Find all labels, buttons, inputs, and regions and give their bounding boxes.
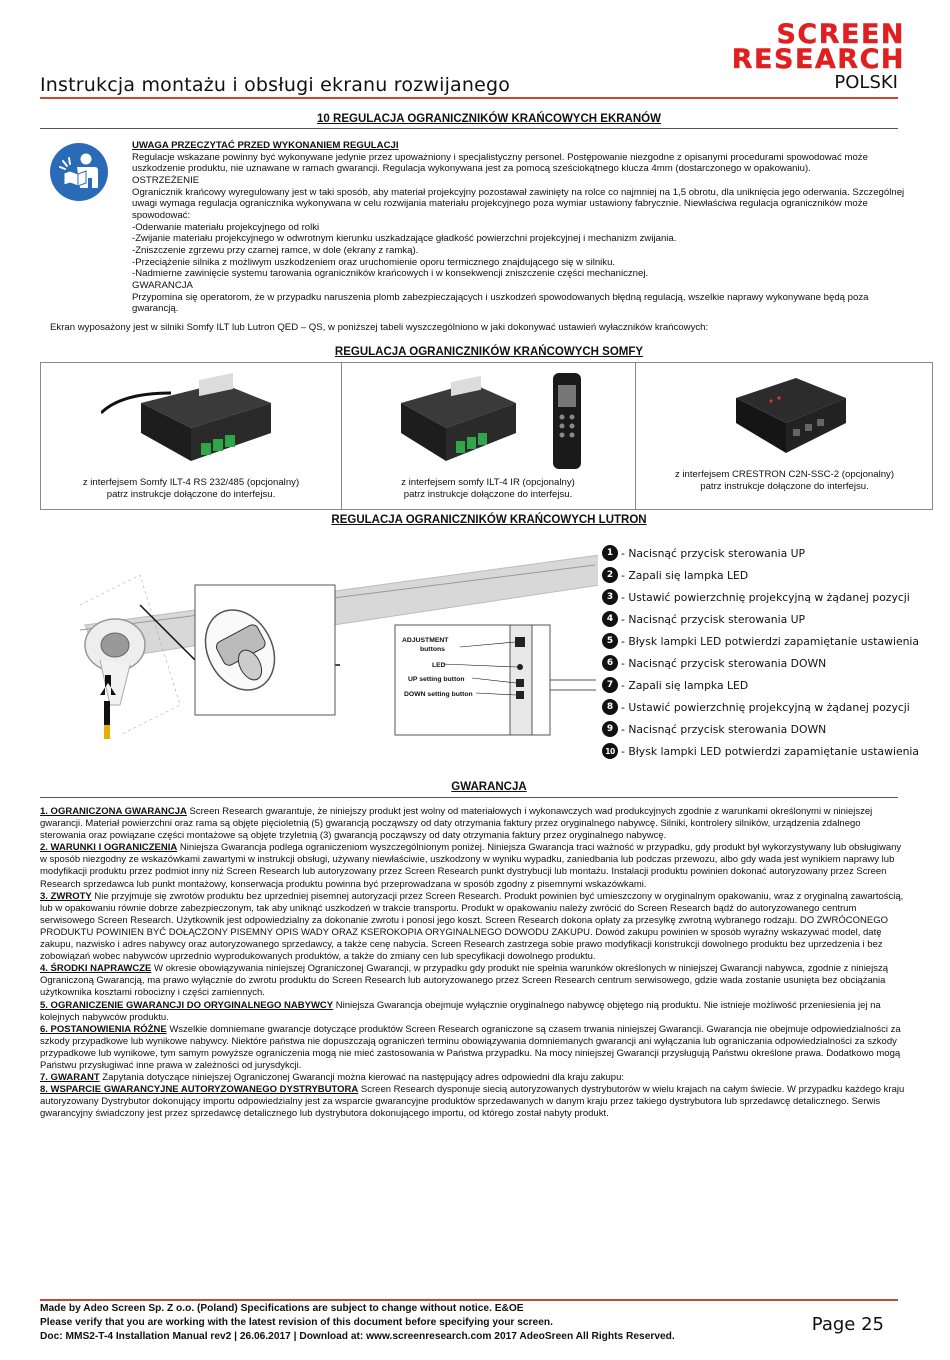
caption-line: patrz instrukcje dołączone do interfejsu. bbox=[700, 481, 869, 492]
section-divider bbox=[40, 128, 898, 129]
somfy-rs232-interface-image bbox=[101, 373, 281, 473]
paragraph-body: Screen Research gwarantuje, że niniejszy produkt jest wolny od materiałowych i wykonawczych wad produkcyjnych zgodnie z warunkami określonymi w niniejszej gwarancji. Materiał powierzchni oraz rama są objęte pięcioletnią (5) gwarancją począwszy od daty otrzymania faktury przez oryginalnego nabywcę. Silniki, kontrolery silników, urządzenia zdalnego sterowania oraz powiązane części montażowe są objęte trzyletnią (3) gwarancją począwszy od daty otrzymania faktury przez oryginalnego nabywcę. bbox=[40, 806, 873, 842]
step-text: - Nacisnąć przycisk sterowania UP bbox=[621, 546, 806, 560]
paragraph-body: Screen Research dysponuje siecią autoryzowanych dystrybutorów w wielu krajach na całym świecie. W przypadku każdego kraju autoryzowany Dystrybutor dokonujący importu odpowiedzialny jest za wsparcie gwarancyjne produktów sprzedawanych w danym kraju przez takiego dystrybutora lub sprzedawcę detalicznego. Serwis gwarancyjny świadczony jest przez sprzedawcę detalicznego lub dystrybutora dokonującego importu, od którego został nabyty produkt. bbox=[40, 1084, 905, 1120]
guarantee-title: GWARANCJA bbox=[451, 781, 527, 793]
footer-divider bbox=[40, 1299, 898, 1301]
somfy-item-caption bbox=[635, 469, 934, 493]
step-text: - Nacisnąć przycisk sterowania DOWN bbox=[621, 656, 827, 670]
paragraph-heading: 7. GWARANT bbox=[40, 1072, 100, 1084]
intro-text: Ekran wyposażony jest w silniki Somfy ILT lub Lutron QED – QS, w poniższej tabeli wyszczególniono w jaki dokonywać ustawień wyłaczników krańcowych: bbox=[50, 322, 709, 333]
somfy-item-caption bbox=[341, 477, 635, 501]
paragraph-body: W okresie obowiązywania niniejszej Ograniczonej Gwarancji, w przypadku gdy produkt nie spełnia warunków określonych w niniejszej Gwarancji nabywca, zgodnie z niniejszą Ograniczoną Gwarancją, ma prawo wyłącznie do zwrotu produktu do Screen Research lub autoryzowanego przez Screen Research centrum serwisowego, gdzie wada zostanie usunięta bez obciążania użytkownika kosztami robocizny i części zamiennych. bbox=[40, 963, 888, 999]
caption-line: z interfejsem CRESTRON C2N-SSC-2 (opcjonalny) bbox=[674, 469, 895, 480]
brand-line-2: RESEARCH bbox=[731, 44, 905, 75]
guarantee-paragraph bbox=[40, 963, 908, 999]
lutron-step bbox=[602, 653, 826, 673]
caption-line: patrz instrukcje dołączone do interfejsu. bbox=[106, 489, 276, 500]
section-title: 10 REGULACJA OGRANICZNIKÓW KRAŃCOWYCH EKRANÓW bbox=[317, 113, 661, 125]
crestron-interface-image bbox=[731, 373, 851, 463]
lutron-step bbox=[602, 631, 919, 651]
step-text: - Zapali się lampka LED bbox=[621, 568, 749, 582]
paragraph-heading: 1. OGRANICZONA GWARANCJA bbox=[40, 806, 187, 817]
label-down: DOWN setting button bbox=[404, 691, 473, 698]
step-number: 2 bbox=[602, 567, 618, 583]
lutron-step bbox=[602, 719, 826, 739]
page-title: Instrukcja montażu i obsługi ekranu rozwijanego bbox=[40, 74, 511, 96]
paragraph-heading: 8. WSPARCIE GWARANCYJNE AUTORYZOWANEGO DYSTRYBUTORA bbox=[40, 1084, 359, 1096]
guarantee-paragraph bbox=[40, 891, 908, 964]
footer-line: Doc: MMS2-T-4 Installation Manual rev2 | 26.06.2017 | Download at: www.screenresearch.com 2017 AdeoSreen All Rights Reserved. bbox=[40, 1331, 675, 1342]
caption-line: patrz instrukcje dołączone do interfejsu. bbox=[403, 489, 573, 500]
step-number: 4 bbox=[602, 611, 618, 627]
lutron-step bbox=[602, 587, 910, 607]
footer bbox=[40, 1302, 675, 1344]
step-number: 1 bbox=[602, 545, 618, 561]
guarantee-paragraph bbox=[40, 806, 908, 842]
step-number: 7 bbox=[602, 677, 618, 693]
warning-line: -Przeciążenie silnika z możliwym uszkodzeniem oraz uruchomienie oporu termicznego znajdującego się w silniku. bbox=[132, 256, 616, 268]
brand-line-1: SCREEN bbox=[776, 19, 905, 50]
label-up: UP setting button bbox=[408, 676, 465, 683]
page-number: Page 25 bbox=[811, 1314, 884, 1335]
footer-line: Please verify that you are working with the latest revision of this document before specifying your screen. bbox=[40, 1317, 553, 1328]
step-text: - Zapali się lampka LED bbox=[621, 678, 749, 692]
warning-line: Regulacje wskazane powinny być wykonywane jedynie przez upoważniony i specjalistyczny personel. Postępowanie niezgodne z opisanymi procedurami spowodować może uszkodzenie produktu, nie uznawane w ramach gwarancji. Regulacja wykonywana jest za pomocą sześciokątnego klucza 4mm (dostarczonego w opakowaniu). bbox=[132, 151, 868, 175]
header-divider bbox=[40, 97, 898, 99]
warning-line: OSTRZEŻENIE bbox=[132, 174, 200, 186]
lutron-title: REGULACJA OGRANICZNIKÓW KRAŃCOWYCH LUTRON bbox=[331, 514, 647, 526]
label-led: LED bbox=[432, 662, 446, 669]
lutron-step bbox=[602, 741, 919, 761]
paragraph-body: Nie przyjmuje się zwrotów produktu bez uprzedniej pisemnej autoryzacji przez Screen Research. Produkt powinien być umieszczony w oryginalnym opakowaniu, wraz z oryginalną zawartością, lub w opakowaniu równie dobrze zabezpieczonym, tak aby uniknąć uszkodzeń w trakcie transportu. Produkt w opakowaniu należy zwrócić do Screen Research bądź do autoryzowanego centrum serwisowego Screen Research. Użytkownik jest odpowiedzialny za dokonanie zwrotu i ponosi jego koszt. Screen Research dokona opłaty za przesyłkę zwrotną wybranego rodzaju. DO ZWRÓCONEGO PRODUKTU POWINIEN BYĆ DOŁĄCZONY PISEMNY OPIS WADY ORAZ KSEROKOPIA ORYGINALNEGO DOWODU ZAKUPU. Dowód zakupu powinien w sposób wyraźny wskazywać model, datę zakupu, nazwisko i adres nabywcy oraz autoryzowanego sprzedawcy, a także cenę nabycia. Screen Research zastrzega sobie prawo modyfikacji konstrukcji dowolnego produktu bez uprzedzenia i bez zobowiązań wobec nabywców uprzednio wyprodukowanych produktów, a także do zmiany cen lub specyfikacji dowolnego produktu. bbox=[40, 890, 904, 963]
brand-logo bbox=[700, 19, 905, 76]
somfy-title: REGULACJA OGRANICZNIKÓW KRAŃCOWYCH SOMFY bbox=[334, 346, 644, 358]
paragraph-body: Niniejsza Gwarancja podlega ograniczeniom wyszczególnionym poniżej. Niniejsza Gwarancja traci ważność w przypadku, gdy produkt był wykorzystywany lub obsługiwany w sposób niezgodny ze wskazówkami zawartymi w instrukcji obsługi, używany niewłaściwie, uszkodzony w wyniku wypadku, zaniedbania lub podczas przewozu, albo gdy wada jest wynikiem naprawy lub modyfikacji produktu przez podmiot inny niż Screen Research lub autoryzowany przez Screen Research punkt dystrybucji lub montażu. Instalacji produktu powinien dokonać autoryzowany przez Screen Research sprzedawca lub punkt montażowy, konserwacja produktu powinna być przeprowadzana w sposób zgodny z pisemnymi wskazówkami. bbox=[40, 842, 902, 890]
warning-line: Przypomina się operatorom, że w przypadku naruszenia plomb zabezpieczających i uszkodzeń spowodowanych błędną regulacją, wszelkie naprawy wykonywane będą poza gwarancją. bbox=[132, 291, 869, 315]
step-number: 6 bbox=[602, 655, 618, 671]
caption-line: z interfejsem somfy ILT-4 IR (opcjonalny) bbox=[401, 477, 575, 488]
region-label: POLSKI bbox=[834, 72, 898, 93]
step-number: 9 bbox=[602, 721, 618, 737]
lutron-step bbox=[602, 565, 748, 585]
guarantee-paragraph bbox=[40, 842, 908, 890]
lutron-step bbox=[602, 543, 805, 563]
warning-block bbox=[132, 140, 910, 315]
warning-line: -Nadmierne zawinięcie systemu tarowania ograniczników krańcowych i w konsekwencji zniszczenie części mechanicznej. bbox=[132, 268, 649, 280]
manual-reading-icon bbox=[50, 143, 108, 201]
lutron-step bbox=[602, 697, 910, 717]
lutron-motor-diagram bbox=[40, 545, 598, 745]
guarantee-paragraph bbox=[40, 1084, 908, 1120]
paragraph-heading: 3. ZWROTY bbox=[40, 890, 92, 902]
remote-control-image bbox=[549, 371, 585, 471]
label-buttons: buttons bbox=[420, 646, 445, 653]
step-number: 3 bbox=[602, 589, 618, 605]
step-number: 8 bbox=[602, 699, 618, 715]
paragraph-heading: 6. POSTANOWIENIA RÓŻNE bbox=[40, 1023, 167, 1035]
step-text: - Błysk lampki LED potwierdzi zapamiętanie ustawienia bbox=[621, 744, 920, 758]
somfy-ir-interface-image bbox=[381, 373, 531, 473]
warning-line: -Oderwanie materiału projekcyjnego od rolki bbox=[132, 221, 320, 233]
guarantee-paragraph bbox=[40, 1072, 908, 1084]
step-text: - Ustawić powierzchnię projekcyjną w żądanej pozycji bbox=[621, 700, 910, 714]
somfy-item-caption bbox=[41, 477, 341, 501]
paragraph-body: Wszelkie domniemane gwarancje dotyczące produktów Screen Research ograniczone są czasem trwania niniejszej Gwarancji. Gwarancja nie obejmuje odpowiedzialności za szkody przypadkowe lub wynikowe nabywcy. Niektóre państwa nie dopuszczają ograniczeń terminu obowiązywania domniemanych gwarancji ani wyłączania lub ograniczania odpowiedzialności za szkody przypadkowe lub wynikowe, tym samym powyższe ograniczenia mogą nie mieć zastosowania w Państwa przypadku. Na mocy niniejszej Gwarancji przysługują Państwu określone prawa. Dodatkowo mogą Państwu przysługiwać inne prawa w zależności od jurysdykcji. bbox=[40, 1023, 901, 1071]
warning-heading: UWAGA PRZECZYTAĆ PRZED WYKONANIEM REGULACJI bbox=[132, 140, 399, 151]
guarantee-divider bbox=[40, 797, 898, 798]
somfy-table bbox=[40, 362, 933, 510]
paragraph-body: Niniejsza Gwarancja obejmuje wyłącznie oryginalnego nabywcę objętego nią produktu. Nie istnieje możliwość przeniesienia jej na kolejnych nabywców produktu. bbox=[40, 999, 881, 1023]
guarantee-paragraph bbox=[40, 1000, 908, 1024]
paragraph-heading: 5. OGRANICZENIE GWARANCJI DO ORYGINALNEGO NABYWCY bbox=[40, 999, 334, 1011]
footer-line: Made by Adeo Screen Sp. Z o.o. (Poland) Specifications are subject to change without notice. E&OE bbox=[40, 1303, 524, 1314]
paragraph-heading: 2. WARUNKI I OGRANICZENIA bbox=[40, 842, 178, 854]
caption-line: z interfejsem Somfy ILT-4 RS 232/485 (opcjonalny) bbox=[82, 477, 300, 488]
warning-line: Ogranicznik krańcowy wyregulowany jest w taki sposób, aby materiał projekcyjny pozostawał zawinięty na rolce co najmniej na 1,5 obrotu, dla uniknięcia jego oderwania. Szczególnej uwagi wymaga regulacja ogranicznika wykonywana w celu rozwijania materiału projekcyjnego poza wymiar ustawiony fabrycznie. Niewłaściwa regulacja ograniczników może spowodować: bbox=[132, 186, 905, 221]
step-number: 5 bbox=[602, 633, 618, 649]
guarantee-text bbox=[40, 806, 908, 1120]
step-number: 10 bbox=[602, 743, 618, 759]
guarantee-paragraph bbox=[40, 1024, 908, 1072]
warning-line: GWARANCJA bbox=[132, 279, 193, 291]
paragraph-heading: 4. ŚRODKI NAPRAWCZE bbox=[40, 963, 152, 975]
step-text: - Błysk lampki LED potwierdzi zapamiętanie ustawienia bbox=[621, 634, 920, 648]
step-text: - Nacisnąć przycisk sterowania DOWN bbox=[621, 722, 827, 736]
lutron-step bbox=[602, 609, 805, 629]
paragraph-body: Zapytania dotyczące niniejszej Ograniczonej Gwarancji można kierować na następujący adres odpowiedni dla kraju zakupu: bbox=[99, 1072, 625, 1084]
lutron-step bbox=[602, 675, 748, 695]
label-adjustment: ADJUSTMENT bbox=[402, 637, 449, 644]
warning-line: -Zwijanie materiału projekcyjnego w odwrotnym kierunku uszkadzające gładkość powierzchni projekcyjnej i mechanizm zwijania. bbox=[132, 233, 677, 245]
warning-line: -Zniszczenie zgrzewu przy czarnej ramce, w dole (ekrany z ramką). bbox=[132, 244, 419, 256]
step-text: - Nacisnąć przycisk sterowania UP bbox=[621, 612, 806, 626]
step-text: - Ustawić powierzchnię projekcyjną w żądanej pozycji bbox=[621, 590, 910, 604]
